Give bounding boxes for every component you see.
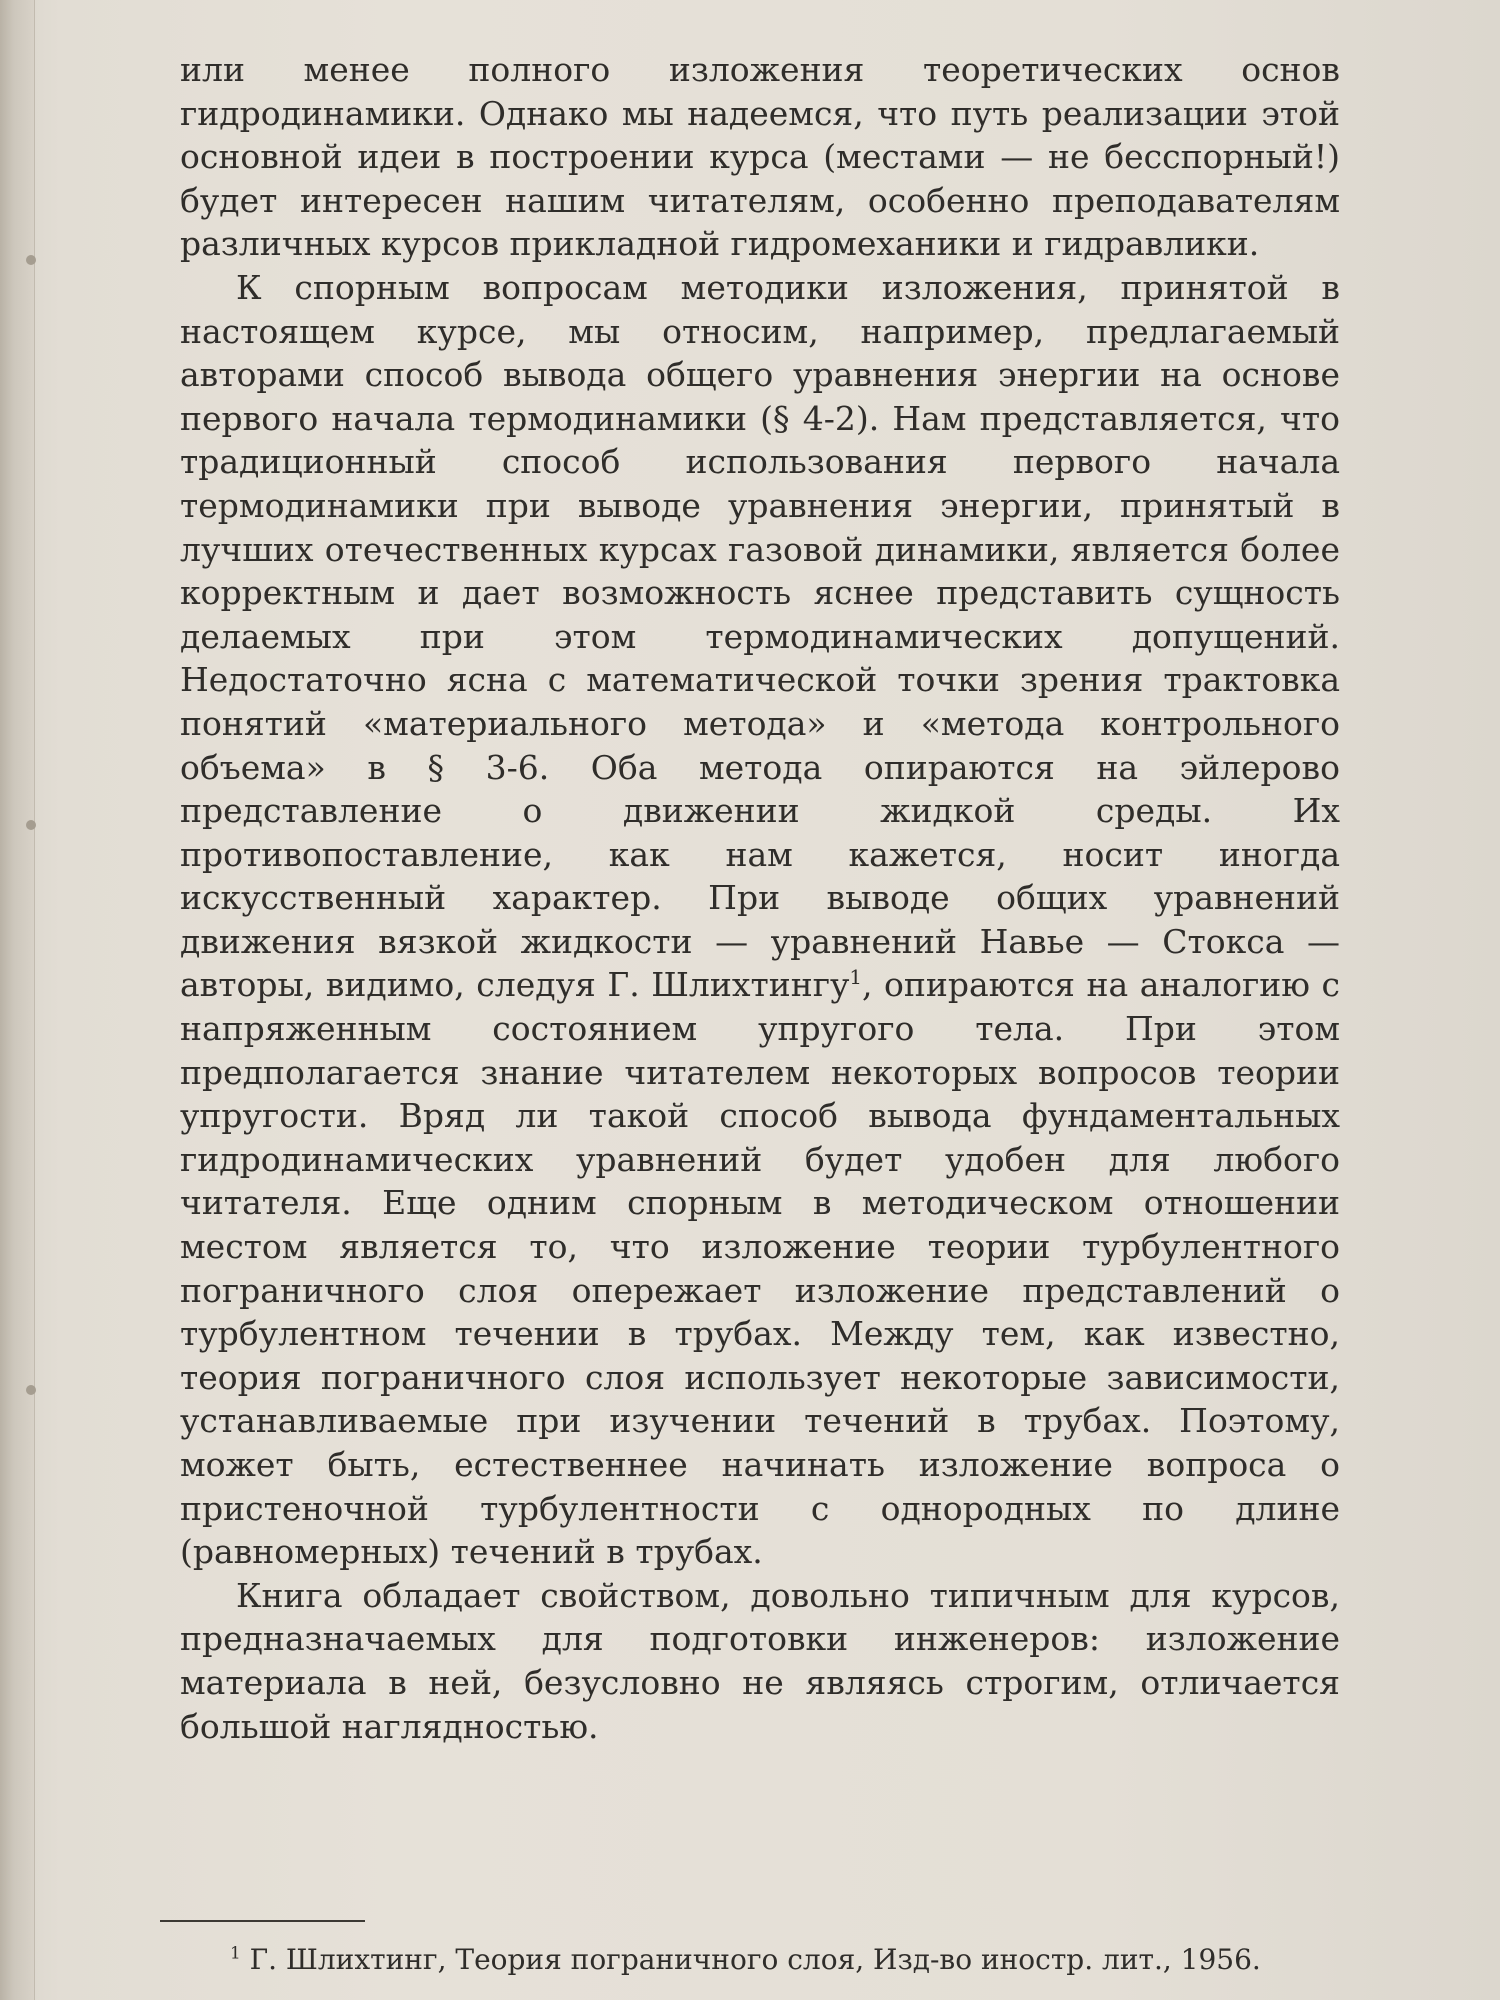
- paragraph-1: или менее полного изложения теоретических основ гидродинамики. Однако мы надеемся, что путь реализации этой основной идеи в построении курса (местами — не бесспорный!) будет интересен нашим читателям, особенно преподавателям различных курсов прикладной гидромеханики и гидравлики.: [180, 50, 1340, 264]
- paragraph-3: Книга обладает свойством, довольно типичным для курсов, предназначаемых для подготовки инженеров: изложение материала в ней, безусловно не являясь строгим, отличается большой наглядностью.: [180, 1575, 1340, 1746]
- binding-stitch: [26, 255, 36, 265]
- binding-stitch: [26, 1385, 36, 1395]
- page-binding: [0, 0, 35, 2000]
- footnote-text: Г. Шлихтинг, Теория пограничного слоя, Изд-во иностр. лит., 1956.: [240, 1943, 1261, 1976]
- footnote-marker: 1: [230, 1942, 241, 1963]
- body-text: [180, 48, 1340, 1748]
- paragraph-2: [180, 266, 1340, 1574]
- footnote: [160, 1940, 1360, 1980]
- paragraph-2-continuation: , опираются на аналогию с напряженным состоянием упругого тела. При этом предполагается знание читателем некоторых вопросов теории упругости. Вряд ли такой способ вывода фундаментальных гидродинамических уравнений будет удобен для любого читателя. Еще одним спорным в методическом отношении местом является то, что изложение теории турбулентного пограничного слоя опережает изложение представлений о турбулентном течении в трубах. Между тем, как известно, теория пограничного слоя использует некоторые зависимости, устанавливаемые при изучении течений в трубах. Поэтому, может быть, естественнее начинать изложение вопроса о пристеночной турбулентности с однородных по длине (равномерных) течений в трубах.: [180, 965, 1340, 1572]
- footnote-reference: 1: [849, 966, 863, 990]
- footnote-separator: [160, 1920, 365, 1922]
- paragraph-2-text: К спорным вопросам методики изложения, принятой в настоящем курсе, мы относим, например, предлагаемый авторами способ вывода общего уравнения энергии на основе первого начала термодинамики (§ 4-2). Нам представляется, что традиционный способ использования первого начала термодинамики при выводе уравнения энергии, принятый в лучших отечественных курсах газовой динамики, является более корректным и дает возможность яснее представить сущность делаемых при этом термодинамических допущений. Недостаточно ясна с математической точки зрения трактовка понятий «материального метода» и «метода контрольного объема» в § 3-6. Оба метода опираются на эйлерово представление о движении жидкой среды. Их противопоставление, как нам кажется, носит иногда искусственный характер. При выводе общих уравнений движения вязкой жидкости — уравнений Навье — Стокса — авторы, видимо, следуя Г. Шлихтингу: [180, 267, 1340, 1005]
- binding-stitch: [26, 820, 36, 830]
